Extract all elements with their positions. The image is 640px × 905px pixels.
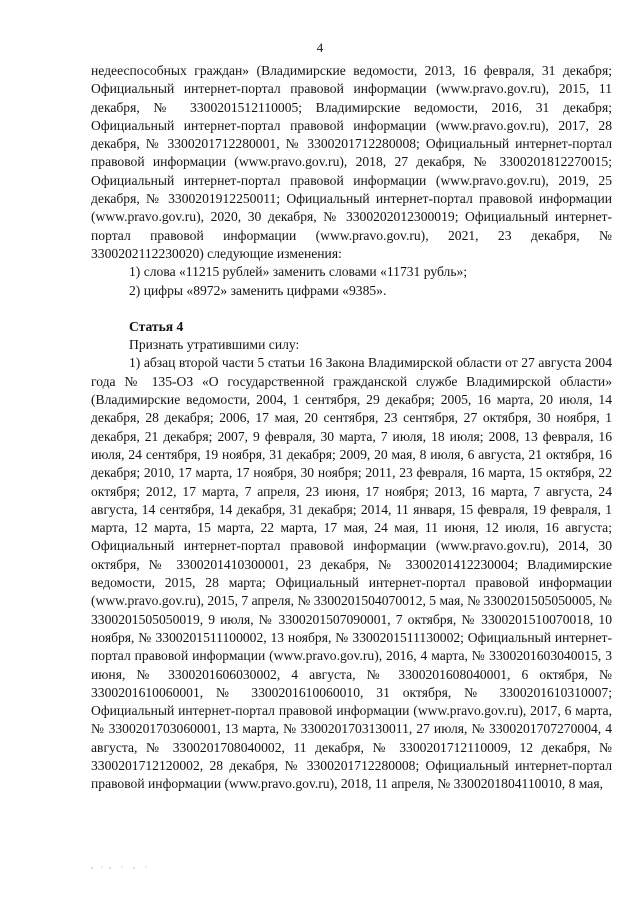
- amendment-item-1: 1) слова «11215 рублей» заменить словами «11731 рубль»;: [129, 264, 468, 280]
- repealed-item-1: 1) абзац второй части 5 статьи 16 Закона Владимирской области от 27 августа 2004 года № 135-ОЗ «О государственной гражданской службе Владимирской области» (Владимирские ведомости, 2004, 1 сентября, 29 декабря; 2005, 16 марта, 20 июля, 14 декабря, 28 декабря; 2006, 17 мая, 20 сентября, 23 сентября, 27 октября, 30 ноября, 1 декабря, 21 декабря; 2007, 9 февраля, 30 марта, 7 июля, 18 июля; 2008, 13 февраля, 16 июля, 24 сентября, 19 ноября, 31 декабря; 2009, 20 мая, 8 июля, 6 августа, 21 октября, 16 декабря; 2010, 17 марта, 17 ноября, 30 ноября; 2011, 23 февраля, 16 марта, 15 октября, 22 октября; 2012, 17 марта, 7 апреля, 23 июня, 17 ноября; 2013, 16 марта, 7 августа, 24 августа, 14 сентября, 14 декабря, 31 декабря; 2014, 11 января, 15 февраля, 19 февраля, 1 марта, 12 марта, 15 марта, 22 марта, 17 мая, 24 мая, 11 июня, 12 июля, 16 августа; Официальный интернет-портал правовой информации (www.pravo.gov.ru), 2014, 30 октября, № 3300201410300001, 23 декабря, № 3300201412230004; Владимирские ведомости, 2015, 28 марта; Официальный интернет-портал правовой информации (www.pravo.gov.ru), 2015, 7 апреля, № 3300201504070012, 5 мая, № 3300201505050005, № 3300201505050019, 9 июля, № 3300201507090001, 7 октября, № 3300201510070018, 10 ноября, № 3300201511100002, 13 ноября, № 3300201511130002; Официальный интернет-портал правовой информации (www.pravo.gov.ru), 2016, 4 марта, № 3300201603040015, 3 июня, № 3300201606030002, 4 августа, № 3300201608040001, 6 октября, № 3300201610060001, № 3300201610060010, 31 октября, № 3300201610310007; Официальный интернет-портал правовой информации (www.pravo.gov.ru), 2017, 6 марта, № 3300201703060001, 13 марта, № 3300201703130011, 27 июля, № 3300201707270004, 4 августа, № 3300201708040002, 11 декабря, № 3300201712110009, 12 декабря, № 3300201712120002, 28 декабря, № 3300201712280008; Официальный интернет-портал правовой информации (www.pravo.gov.ru), 2018, 11 апреля, № 3300201804110010, 8 мая,: [91, 355, 612, 792]
- paragraph-continuation: недееспособных граждан» (Владимирские ведомости, 2013, 16 февраля, 31 декабря; Официальный интернет-портал правовой информации (www.pravo.gov.ru), 2015, 11 декабря, № 3300201512110005; Владимирские ведомости, 2016, 31 декабря; Официальный интернет-портал правовой информации (www.pravo.gov.ru), 2017, 28 декабря, № 3300201712280001, № 3300201712280008; Официальный интернет-портал правовой информации (www.pravo.gov.ru), 2018, 27 декабря, № 3300201812270015; Официальный интернет-портал правовой информации (www.pravo.gov.ru), 2019, 25 декабря, № 3300201912250011; Официальный интернет-портал правовой информации (www.pravo.gov.ru), 2020, 30 декабря, № 3300202012300019; Официальный интернет-портал правовой информации (www.pravo.gov.ru), 2021, 23 декабря, № 3300202112230020) следующие изменения:: [91, 63, 612, 261]
- amendment-item-2: 2) цифры «8972» заменить цифрами «9385».: [129, 282, 387, 298]
- page-number: 4: [316, 40, 324, 55]
- article-intro: Признать утратившими силу:: [129, 337, 300, 353]
- article-heading: Статья 4: [129, 318, 184, 334]
- document-body: [91, 62, 612, 794]
- scan-smudge: [88, 862, 158, 872]
